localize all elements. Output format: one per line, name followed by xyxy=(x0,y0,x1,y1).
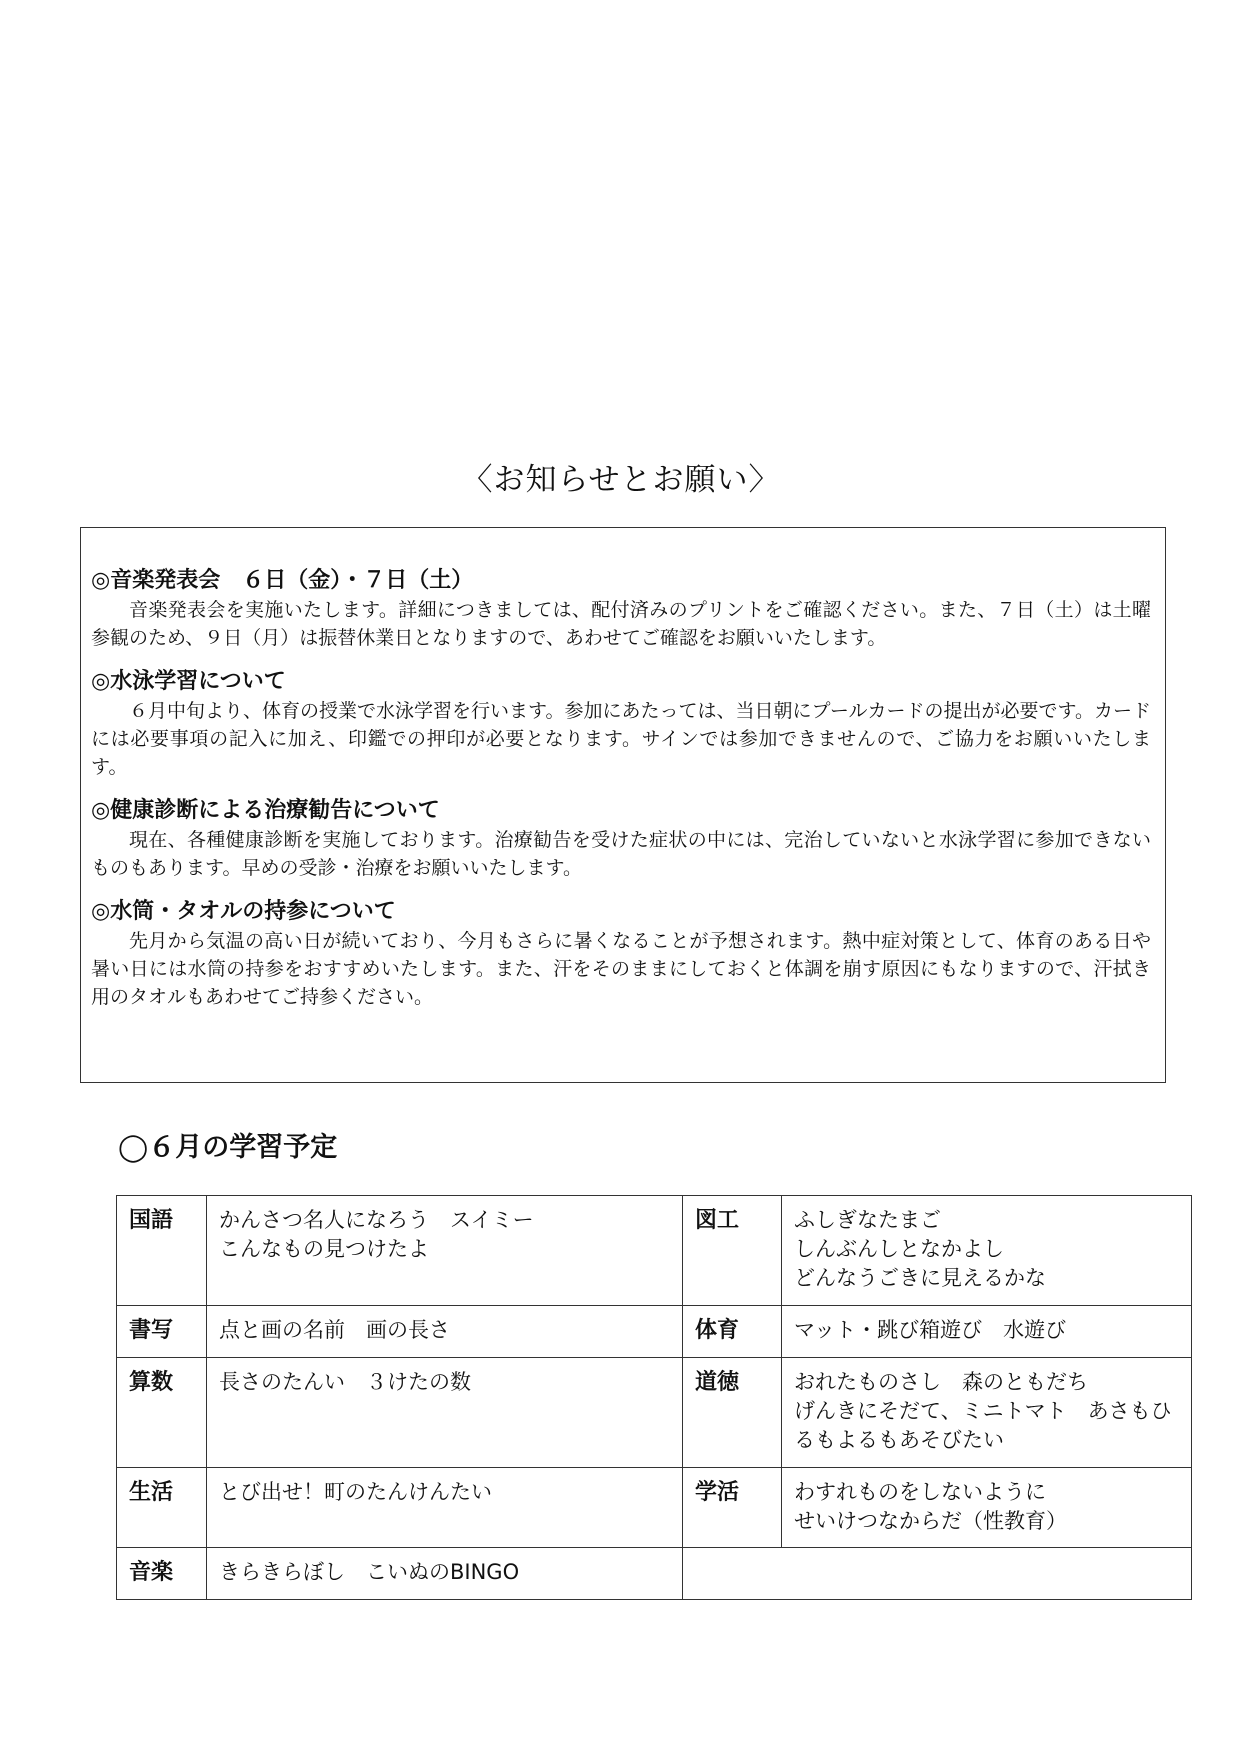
table-row xyxy=(117,1548,1192,1600)
empty-cell xyxy=(683,1548,1192,1600)
table-row xyxy=(117,1358,1192,1468)
section-body: 音楽発表会を実施いたします。詳細につきましては、配付済みのプリントをご確認ください。また、７日（土）は土曜参観のため、９日（月）は振替休業日となりますので、あわせてご確認をお願いいたします。 xyxy=(91,599,1151,649)
notice-box xyxy=(80,527,1166,1083)
section-heading: ◎音楽発表会 ６日（金）・７日（土） xyxy=(91,568,474,593)
subject-cell: 学活 xyxy=(683,1468,782,1548)
notice-section-music-recital xyxy=(91,566,1151,652)
notice-section-swimming xyxy=(91,667,1151,781)
subject-cell: 図工 xyxy=(683,1196,782,1306)
content-cell: きらきらぼし こいぬのBINGO xyxy=(207,1548,683,1600)
section-body: 先月から気温の高い日が続いており、今月もさらに暑くなることが予想されます。熱中症対策として、体育のある日や暑い日には水筒の持参をおすすめいたします。また、汗をそのままにしておくと体調を崩す原因にもなりますので、汗拭き用のタオルもあわせてご持参ください。 xyxy=(91,930,1151,1008)
content-cell: 長さのたんい ３けたの数 xyxy=(207,1358,683,1468)
subject-cell: 生活 xyxy=(117,1468,207,1548)
content-cell: おれたものさし 森のともだち げんきにそだて、ミニトマト あさもひるもよるもあそびたい xyxy=(782,1358,1192,1468)
table-row xyxy=(117,1306,1192,1358)
subject-cell: 体育 xyxy=(683,1306,782,1358)
subject-cell: 書写 xyxy=(117,1306,207,1358)
section-body: ６月中旬より、体育の授業で水泳学習を行います。参加にあたっては、当日朝にプールカードの提出が必要です。カードには必要事項の記入に加え、印鑑での押印が必要となります。サインでは参加できませんので、ご協力をお願いいたします。 xyxy=(91,700,1152,778)
notice-section-water-bottle-towel xyxy=(91,897,1151,1011)
content-cell: ふしぎなたまご しんぶんしとなかよし どんなうごきに見えるかな xyxy=(782,1196,1192,1306)
section-heading: ◎水泳学習について xyxy=(91,669,286,694)
subject-cell: 道徳 xyxy=(683,1358,782,1468)
section-heading: ◎水筒・タオルの持参について xyxy=(91,899,396,924)
content-cell: 点と画の名前 画の長さ xyxy=(207,1306,683,1358)
subject-cell: 音楽 xyxy=(117,1548,207,1600)
table-row xyxy=(117,1468,1192,1548)
schedule-heading: ◯６月の学習予定 xyxy=(118,1132,338,1163)
section-body: 現在、各種健康診断を実施しております。治療勧告を受けた症状の中には、完治していないと水泳学習に参加できないものもあります。早めの受診・治療をお願いいたします。 xyxy=(91,829,1151,879)
table-row xyxy=(117,1196,1192,1306)
notice-section-health-checkup xyxy=(91,796,1151,882)
content-cell: わすれものをしないように せいけつなからだ（性教育） xyxy=(782,1468,1192,1548)
subject-cell: 算数 xyxy=(117,1358,207,1468)
content-cell: かんさつ名人になろう スイミー こんなもの見つけたよ xyxy=(207,1196,683,1306)
notice-title: 〈お知らせとお願い〉 xyxy=(461,462,781,498)
content-cell: マット・跳び箱遊び 水遊び xyxy=(782,1306,1192,1358)
schedule-table xyxy=(116,1195,1192,1600)
section-heading: ◎健康診断による治療勧告について xyxy=(91,798,440,823)
subject-cell: 国語 xyxy=(117,1196,207,1306)
content-cell: とび出せ！町のたんけんたい xyxy=(207,1468,683,1548)
